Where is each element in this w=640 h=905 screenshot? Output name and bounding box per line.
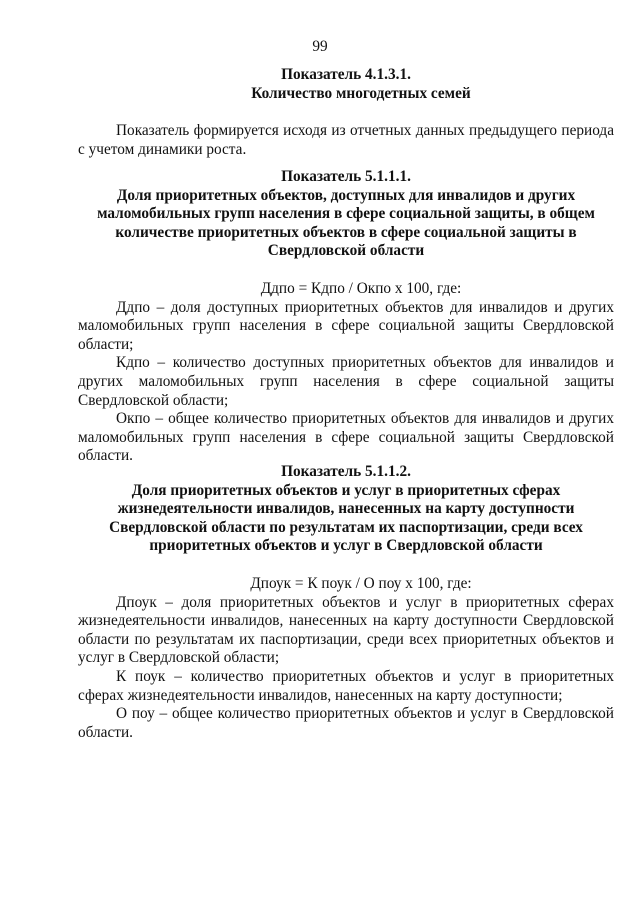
section-subtitle: Доля приоритетных объектов и услуг в приоритетных сферах жизнедеятельности инвалидов, нанесенных на карту доступности Свердловской области по результатам их паспортизации, среди всех приоритетных объектов и услуг в Свердловской области — [109, 481, 583, 555]
page-number: 99 — [312, 38, 328, 55]
section-5-1-1-1 — [78, 168, 614, 466]
paragraph: Кдпо – количество доступных приоритетных объектов для инвалидов и других маломобильных групп населения в сфере социальной защиты Свердловской области; — [78, 354, 614, 409]
section-title: Показатель 4.1.3.1. — [281, 66, 411, 83]
paragraph: К поук – количество приоритетных объектов и услуг в приоритетных сферах жизнедеятельности инвалидов, нанесенных на карту доступности; — [78, 667, 614, 704]
section-title: Показатель 5.1.1.1. — [281, 168, 411, 185]
section-subtitle: Количество многодетных семей — [251, 84, 471, 102]
formula: Дпоук = К поук / О поу x 100, где: — [250, 574, 472, 592]
paragraph: Окпо – общее количество приоритетных объектов для инвалидов и других маломобильных групп населения в сфере социальной защиты Свердловской области. — [78, 410, 614, 465]
section-5-1-1-2 — [78, 463, 614, 742]
paragraph: О поу – общее количество приоритетных объектов и услуг в Свердловской области. — [78, 705, 614, 741]
section-4-1-3-1 — [78, 66, 614, 159]
section-title: Показатель 5.1.1.2. — [281, 463, 411, 480]
section-subtitle: Доля приоритетных объектов, доступных для инвалидов и других маломобильных групп населения в сфере социальной защиты, в общем количестве приоритетных объектов в сфере социальной защиты в Свердловской области — [97, 186, 595, 260]
paragraph: Показатель формируется исходя из отчетных данных предыдущего периода с учетом динамики роста. — [78, 122, 614, 158]
paragraph: Дпоук – доля приоритетных объектов и услуг в приоритетных сферах жизнедеятельности инвалидов, нанесенных на карту доступности Свердловской области по результатам их паспортизации, среди всех приоритетных объектов и услуг в Свердловской области; — [78, 593, 614, 667]
paragraph: Ддпо – доля доступных приоритетных объектов для инвалидов и других маломобильных групп населения в сфере социальной защиты Свердловской области; — [78, 298, 614, 353]
formula: Ддпо = Кдпо / Окпо x 100, где: — [260, 279, 462, 297]
